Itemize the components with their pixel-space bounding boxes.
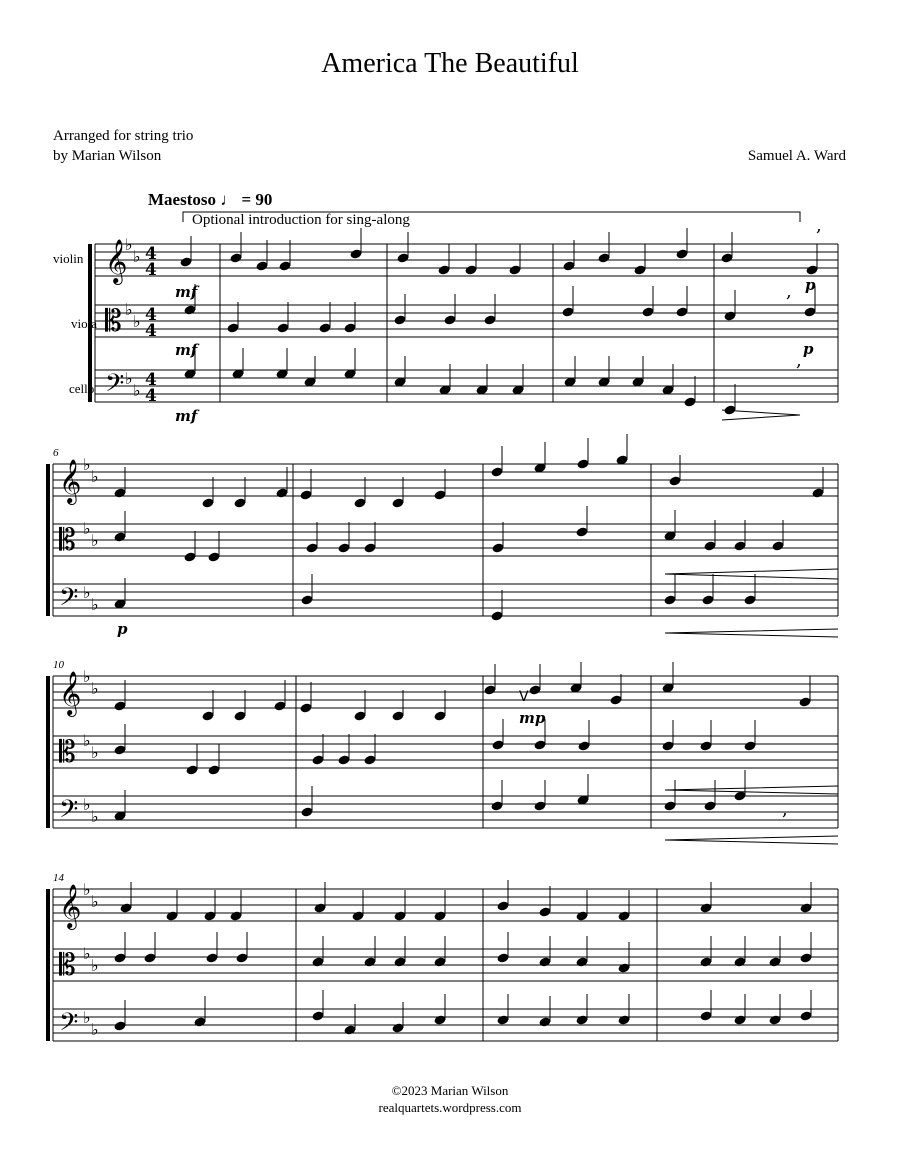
- crescendo-hairpin: [665, 569, 838, 579]
- score-title: America The Beautiful: [321, 48, 579, 79]
- arranger-line-1: Arranged for string trio: [53, 128, 194, 144]
- flat-icon: ♭: [125, 300, 133, 319]
- copyright: ©2023 Marian Wilson: [391, 1083, 509, 1098]
- score-marks: [53, 215, 838, 884]
- bass-clef-icon: 𝄢: [59, 795, 79, 830]
- flat-icon: ♭: [91, 595, 99, 614]
- flat-icon: ♭: [91, 467, 99, 486]
- flat-icon: ♭: [83, 519, 91, 538]
- breath-mark: ,: [796, 350, 802, 371]
- flat-icon: ♭: [91, 743, 99, 762]
- alto-clef-icon: 𝄡: [59, 735, 76, 770]
- dynamic-cello-p: p: [117, 620, 128, 638]
- measure-number-14: 14: [53, 872, 64, 884]
- flat-icon: ♭: [91, 1020, 99, 1039]
- flat-icon: ♭: [83, 667, 91, 686]
- flat-icon: ♭: [91, 807, 99, 826]
- intro-bracket: [183, 212, 800, 222]
- dynamic-viola-p: p: [803, 340, 814, 358]
- bass-clef-icon: 𝄢: [59, 1008, 79, 1043]
- time-signature-denominator: 4: [145, 386, 157, 406]
- footer: [0, 1082, 900, 1116]
- flat-icon: ♭: [83, 1008, 91, 1027]
- breath-mark: ,: [786, 281, 792, 302]
- score-systems: [48, 228, 838, 1043]
- measure-number-10: 10: [53, 659, 64, 671]
- flat-icon: ♭: [125, 235, 133, 254]
- alto-clef-icon: 𝄡: [105, 304, 122, 339]
- flat-icon: ♭: [91, 892, 99, 911]
- dynamic-cello-mf: mf: [175, 407, 198, 425]
- up-bow-icon: V: [519, 689, 529, 705]
- quarter-note-icon: ♩: [220, 190, 238, 209]
- dynamic-viola-mf: mf: [175, 341, 198, 359]
- instrument-label-cello: cello: [69, 381, 95, 396]
- flat-icon: ♭: [83, 880, 91, 899]
- bass-clef-icon: 𝄢: [105, 369, 125, 404]
- dynamic-violin-mf: mf: [175, 283, 198, 301]
- arranger-line-2: by Marian Wilson: [53, 148, 162, 164]
- crescendo-hairpin: [665, 629, 838, 637]
- treble-clef-icon: 𝄞: [59, 884, 82, 928]
- instrument-label-viola: viola: [71, 316, 97, 331]
- flat-icon: ♭: [133, 312, 141, 331]
- alto-clef-icon: 𝄡: [59, 523, 76, 558]
- flat-icon: ♭: [83, 455, 91, 474]
- bass-clef-icon: 𝄢: [59, 583, 79, 618]
- flat-icon: ♭: [83, 731, 91, 750]
- dynamic-violin-p: p: [805, 276, 816, 294]
- flat-icon: ♭: [133, 247, 141, 266]
- tempo-value: = 90: [241, 190, 273, 209]
- alto-clef-icon: 𝄡: [59, 948, 76, 983]
- time-signature-numerator: 4: [145, 244, 157, 264]
- breath-mark: ,: [816, 215, 822, 236]
- flat-icon: ♭: [133, 381, 141, 400]
- flat-icon: ♭: [125, 369, 133, 388]
- flat-icon: ♭: [83, 944, 91, 963]
- treble-clef-icon: 𝄞: [59, 671, 82, 715]
- intro-bracket-label: Optional introduction for sing-along: [192, 212, 410, 228]
- time-signature-numerator: 4: [145, 305, 157, 325]
- tempo-word: Maestoso: [148, 190, 216, 209]
- flat-icon: ♭: [91, 531, 99, 550]
- website: realquartets.wordpress.com: [378, 1100, 522, 1115]
- treble-clef-icon: 𝄞: [59, 459, 82, 503]
- breath-mark: ,: [782, 799, 788, 820]
- composer-credit: Samuel A. Ward: [747, 148, 846, 164]
- treble-clef-icon: 𝄞: [105, 239, 128, 283]
- dynamic-violin-mp: mp: [519, 709, 546, 727]
- time-signature-denominator: 4: [145, 260, 157, 280]
- instrument-label-violin: violin: [53, 251, 84, 266]
- flat-icon: ♭: [91, 679, 99, 698]
- crescendo-hairpin: [665, 786, 838, 794]
- flat-icon: ♭: [91, 956, 99, 975]
- flat-icon: ♭: [83, 583, 91, 602]
- measure-number-6: 6: [53, 447, 59, 459]
- flat-icon: ♭: [83, 795, 91, 814]
- crescendo-hairpin: [665, 836, 838, 844]
- time-signature-denominator: 4: [145, 321, 157, 341]
- time-signature-numerator: 4: [145, 370, 157, 390]
